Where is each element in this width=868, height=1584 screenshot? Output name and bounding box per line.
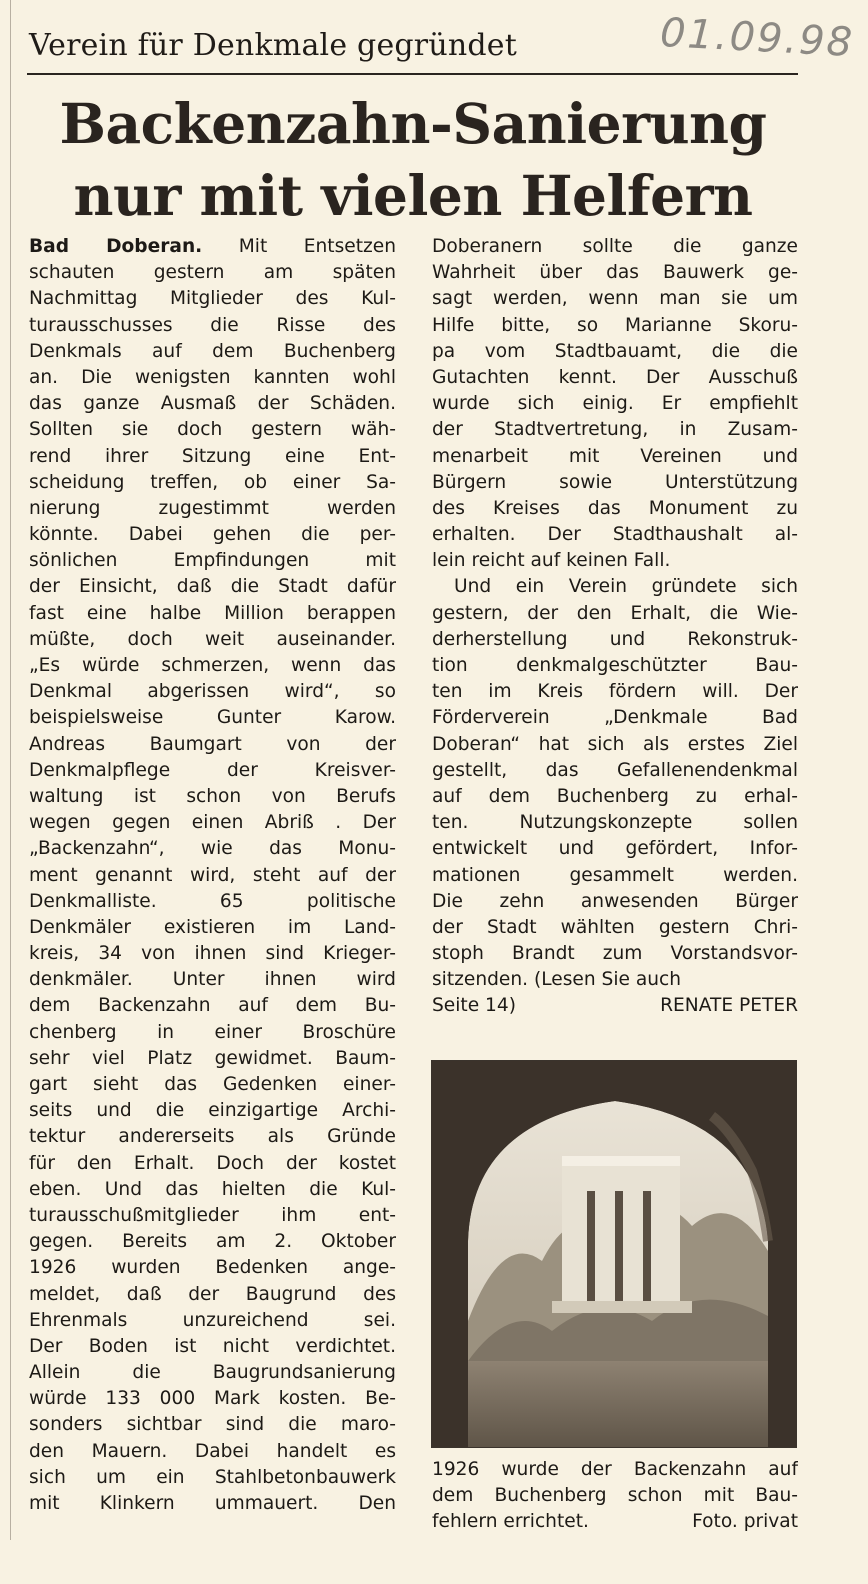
left-column-line: könnte. Dabei gehen die per- bbox=[29, 524, 396, 546]
caption-credit-row bbox=[432, 1509, 798, 1535]
left-column-line: wegen gegen einen Abriß . Der bbox=[29, 812, 396, 834]
signature-row bbox=[432, 993, 798, 1019]
photo-image bbox=[432, 1061, 797, 1448]
left-column-line: schauten gestern am späten bbox=[29, 262, 396, 284]
left-column-line: gegen. Bereits am 2. Oktober bbox=[29, 1231, 396, 1253]
left-column-line: sehr viel Platz gewidmet. Baum- bbox=[29, 1047, 396, 1069]
right-column-line: Gutachten kennt. Der Ausschuß bbox=[432, 366, 798, 388]
left-column-line: turausschußmitglieder ihm ent- bbox=[29, 1204, 396, 1226]
left-column-line: nierung zugestimmt werden bbox=[29, 497, 396, 519]
left-column-line: 1926 wurden Bedenken ange- bbox=[29, 1257, 396, 1279]
right-column-line: Bürgern sowie Unterstützung bbox=[432, 471, 798, 493]
right-column-line: wurde sich einig. Er empfiehlt bbox=[432, 393, 798, 415]
right-column-line: entwickelt und gefördert, Infor- bbox=[432, 838, 798, 860]
left-column-line: Denkmal abgerissen wird“, so bbox=[29, 681, 396, 703]
left-column-line: beispielsweise Gunter Karow. bbox=[29, 707, 396, 729]
left-column-line: Der Boden ist nicht verdichtet. bbox=[29, 1335, 396, 1357]
left-column-line: Denkmalpflege der Kreisver- bbox=[29, 759, 396, 781]
right-column-line: gestellt, das Gefallenendenkmal bbox=[432, 759, 798, 781]
right-column-line: erhalten. Der Stadthaushalt al- bbox=[432, 524, 798, 546]
left-column-line: denkmäler. Unter ihnen wird bbox=[29, 969, 396, 991]
page-reference: Seite 14) bbox=[432, 995, 516, 1017]
left-column-line: Denkmals auf dem Buchenberg bbox=[29, 340, 396, 362]
left-column-line: tektur andererseits als Gründe bbox=[29, 1126, 396, 1148]
right-column-line: Die zehn anwesenden Bürger bbox=[432, 890, 798, 912]
right-column-line: Und ein Verein gründete sich bbox=[454, 576, 798, 598]
left-column-line: chenberg in einer Broschüre bbox=[29, 1021, 396, 1043]
photo-memorial-through-arch bbox=[431, 1060, 797, 1448]
right-column-line: menarbeit mit Vereinen und bbox=[432, 445, 798, 467]
right-column-line: der Stadt wählten gestern Chri- bbox=[432, 916, 798, 938]
left-column-line: an. Die wenigsten kannten wohl bbox=[29, 366, 396, 388]
left-column-line: scheidung treffen, ob einer Sa- bbox=[29, 471, 396, 493]
caption-line-2: dem Buchenberg schon mit Bau- bbox=[432, 1485, 798, 1507]
left-column-line: das ganze Ausmaß der Schäden. bbox=[29, 393, 396, 415]
left-column-line: sönlichen Empfindungen mit bbox=[29, 550, 396, 572]
left-column-line: der Einsicht, daß die Stadt dafür bbox=[29, 576, 396, 598]
handwritten-date: 01.09.98 bbox=[658, 9, 856, 67]
left-column-line: rend ihrer Sitzung eine Ent- bbox=[29, 445, 396, 467]
right-column-line: ten. Nutzungskonzepte sollen bbox=[432, 812, 798, 834]
left-column-line: seits und die einzigartige Archi- bbox=[29, 1100, 396, 1122]
left-column-line: ment genannt wird, steht auf der bbox=[29, 864, 396, 886]
right-column-line: tion denkmalgeschützter Bau- bbox=[432, 655, 798, 676]
left-column-line: Nachmittag Mitglieder des Kul- bbox=[29, 288, 396, 310]
right-column-line: gestern, der den Erhalt, die Wie- bbox=[432, 602, 798, 624]
left-column-line: kreis, 34 von ihnen sind Krieger- bbox=[29, 943, 396, 965]
left-column-line: für den Erhalt. Doch der kostet bbox=[29, 1152, 396, 1174]
headline bbox=[28, 88, 798, 232]
left-column-line: Ehrenmals unzureichend sei. bbox=[29, 1309, 396, 1331]
right-column bbox=[432, 234, 798, 1020]
right-column-line: derherstellung und Rekonstruk- bbox=[432, 628, 798, 650]
right-column-line: auf dem Buchenberg zu erhal- bbox=[432, 785, 798, 807]
right-column-line: pa vom Stadtbauamt, die die bbox=[432, 340, 798, 362]
dateline: Bad Doberan. bbox=[29, 236, 203, 257]
right-column-line: mationen gesammelt werden. bbox=[432, 864, 798, 886]
left-column-line: sonders sichtbar sind die maro- bbox=[29, 1414, 396, 1436]
right-column-line: ten im Kreis fördern will. Der bbox=[432, 681, 798, 703]
left-column-line: Denkmäler existieren im Land- bbox=[29, 916, 396, 938]
left-column-line: den Mauern. Dabei handelt es bbox=[29, 1440, 396, 1462]
right-column-line: des Kreises das Monument zu bbox=[432, 497, 798, 519]
left-column-line: „Es würde schmerzen, wenn das bbox=[29, 655, 396, 676]
clipping-edge-line bbox=[10, 0, 11, 1540]
left-column-line: würde 133 000 Mark kosten. Be- bbox=[29, 1388, 396, 1410]
right-column-line: stoph Brandt zum Vorstandsvor- bbox=[432, 943, 798, 965]
left-column-line: Denkmalliste. 65 politische bbox=[29, 890, 396, 912]
left-column-line: „Backenzahn“, wie das Monu- bbox=[29, 838, 396, 860]
kicker-rule bbox=[27, 73, 798, 75]
right-column-line: sagt werden, wenn man sie um bbox=[432, 288, 798, 310]
headline-line-2: nur mit vielen Helfern bbox=[73, 163, 753, 228]
left-column-line: gart sieht das Gedenken einer- bbox=[29, 1074, 396, 1095]
right-column-line: Wahrheit über das Bauwerk ge- bbox=[432, 262, 798, 284]
left-column-line: müßte, doch weit auseinander. bbox=[29, 628, 396, 650]
left-column bbox=[29, 234, 396, 1517]
left-column-line: eben. Und das hielten die Kul- bbox=[29, 1178, 396, 1200]
left-column-text: Mit Entsetzen bbox=[202, 236, 396, 257]
left-column-line: Allein die Baugrundsanierung bbox=[29, 1362, 396, 1384]
photo-credit: Foto. privat bbox=[692, 1511, 798, 1533]
right-column-line: lein reicht auf keinen Fall. bbox=[432, 550, 671, 572]
caption-line-3: fehlern errichtet. bbox=[432, 1511, 589, 1533]
right-column-line: sitzenden. (Lesen Sie auch bbox=[432, 969, 682, 991]
right-column-line: Doberanern sollte die ganze bbox=[432, 236, 798, 257]
left-column-line: meldet, daß der Baugrund des bbox=[29, 1283, 396, 1305]
author-byline: RENATE PETER bbox=[660, 995, 798, 1017]
right-column-line: Förderverein „Denkmale Bad bbox=[432, 707, 798, 729]
headline-line-1: Backenzahn-Sanierung bbox=[59, 91, 767, 156]
left-column-line: dem Backenzahn auf dem Bu- bbox=[29, 995, 396, 1017]
left-column-line: sich um ein Stahlbetonbauwerk bbox=[29, 1466, 396, 1488]
left-column-line: mit Klinkern ummauert. Den bbox=[29, 1493, 396, 1514]
left-column-line: waltung ist schon von Berufs bbox=[29, 785, 396, 807]
left-column-line: turausschusses die Risse des bbox=[29, 314, 396, 336]
photo-caption bbox=[432, 1457, 798, 1536]
caption-line-1: 1926 wurde der Backenzahn auf bbox=[432, 1459, 798, 1480]
right-column-line: Hilfe bitte, so Marianne Skoru- bbox=[432, 314, 798, 336]
left-column-line: fast eine halbe Million berappen bbox=[29, 602, 396, 624]
right-column-line: Doberan“ hat sich als erstes Ziel bbox=[432, 733, 798, 755]
left-column-line: Sollten sie doch gestern wäh- bbox=[29, 419, 396, 441]
left-column-line: Andreas Baumgart von der bbox=[29, 733, 396, 755]
right-column-line: der Stadtvertretung, in Zusam- bbox=[432, 419, 798, 441]
left-column-line bbox=[29, 234, 396, 260]
kicker-line: Verein für Denkmale gegründet bbox=[29, 28, 517, 63]
